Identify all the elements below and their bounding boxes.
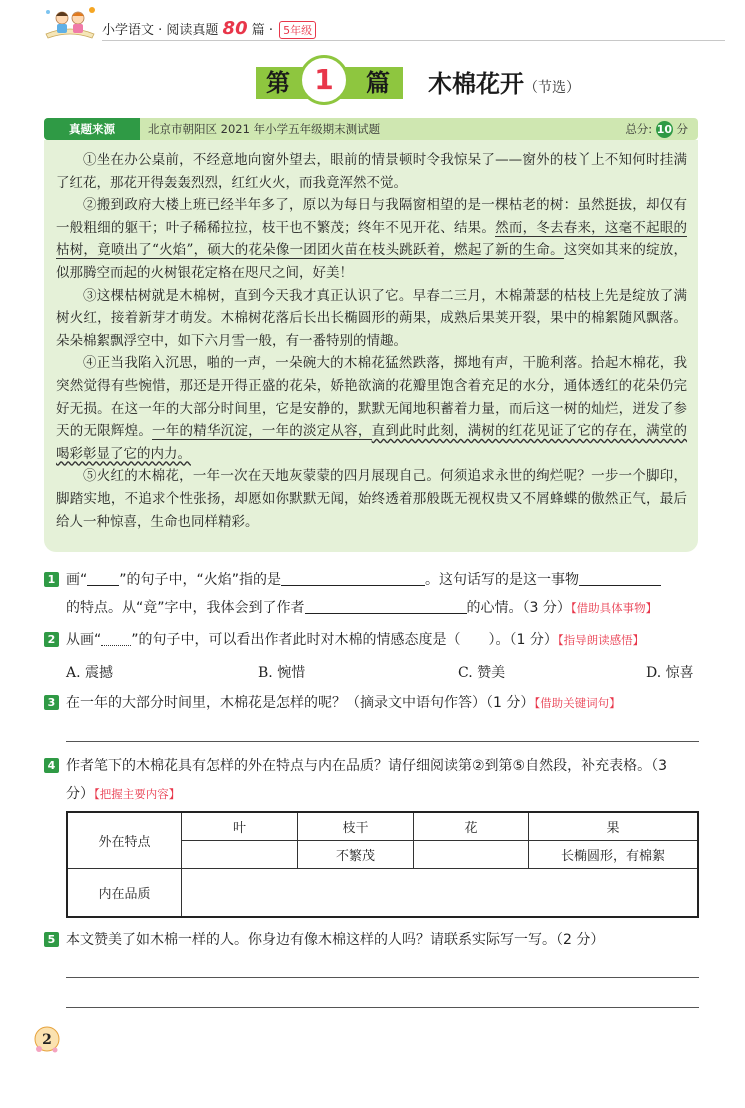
q1-text-e: 的心情。（3 分） bbox=[466, 600, 571, 616]
row-label-outer: 外在特点 bbox=[67, 812, 182, 868]
cell-fruit: 长椭圆形，有棉絮 bbox=[529, 840, 699, 868]
paragraph-2 bbox=[56, 194, 687, 284]
paragraph-4 bbox=[56, 352, 687, 465]
paragraph-2-text: ②搬到政府大楼上班已经半年多了，原以为每日与我隔窗相望的是一棵枯老的树：虽然挺拔，却仅有一般粗细的躯干；叶子稀稀拉拉，枝干也不繁茂；终年不见开花、结果。 bbox=[56, 197, 687, 236]
q5-answer-line-1[interactable] bbox=[66, 977, 699, 978]
header-fruit: 果 bbox=[529, 812, 699, 840]
q1-blank-3[interactable] bbox=[305, 598, 467, 614]
wavy-line-sample bbox=[101, 645, 131, 646]
score-label: 总分: bbox=[625, 122, 653, 136]
q4-text: 作者笔下的木棉花具有怎样的外在特点与内在品质？请仔细阅读第②到第⑤自然段，补充表格。（3 bbox=[66, 758, 668, 774]
paragraph-5: ⑤火红的木棉花，一年一次在天地灰蒙蒙的四月展现自己。何须追求永世的绚烂呢？一步一个脚印，脚踏实地，不追求个性张扬，却愿如你默默无闻，始终透着那般既无视权贵又不屑蜂蝶的傲然正气，最后给人一种惊喜，生命也同样精彩。 bbox=[56, 468, 687, 530]
score-unit: 分 bbox=[676, 122, 688, 136]
question-3 bbox=[44, 693, 621, 713]
question-1 bbox=[44, 570, 661, 590]
paragraph-1: ①坐在办公桌前，不经意地向窗外望去，眼前的情景顿时令我惊呆了——窗外的枝丫上不知何时挂满了红花，那花开得轰轰烈烈，红红火火，而我竟浑然不觉。 bbox=[56, 152, 687, 191]
underlined-phrase: 一年的精华沉淀，一年的淡定从容， bbox=[152, 423, 372, 440]
chapter-number: 1 bbox=[299, 55, 349, 105]
series-title bbox=[102, 18, 316, 39]
grade-badge: 5年级 bbox=[279, 21, 316, 39]
chapter-di: 第 bbox=[266, 69, 290, 97]
article-title-text: 木棉花开 bbox=[428, 70, 524, 98]
q2-text-b: ”的句子中，可以看出作者此时对木棉的情感态度是（ ）。（1 分） bbox=[131, 632, 558, 648]
feature-table bbox=[66, 811, 699, 918]
q4-hint: 【把握主要内容】 bbox=[94, 787, 181, 801]
page-number: 2 bbox=[42, 1032, 52, 1048]
q1-text-c: 。这句话写的是这一事物 bbox=[425, 572, 580, 588]
option-b[interactable]: B. 惋惜 bbox=[258, 665, 306, 681]
cell-trunk: 不繁茂 bbox=[298, 840, 414, 868]
series-count-unit: 篇 · bbox=[251, 23, 274, 38]
question-4-number: 4 bbox=[44, 758, 59, 773]
reading-passage bbox=[44, 140, 698, 552]
q3-answer-line[interactable] bbox=[66, 741, 699, 742]
header-trunk: 枝干 bbox=[298, 812, 414, 840]
q1-text-d: 的特点。从“竟”字中，我体会到了作者 bbox=[66, 600, 305, 616]
source-bar bbox=[44, 118, 698, 140]
question-5 bbox=[44, 930, 604, 950]
article-title-note: （节选） bbox=[524, 80, 580, 96]
paragraph-2-end: 这突如其来的绽放，似那腾空而起的火树银花定格在咫尺之间，好美！ bbox=[56, 242, 687, 281]
q3-text: 在一年的大部分时间里，木棉花是怎样的呢？（摘录文中语句作答）（1 分） bbox=[66, 695, 535, 711]
chapter-pian: 篇 bbox=[366, 69, 390, 97]
header-flower: 花 bbox=[414, 812, 529, 840]
cell-leaf[interactable] bbox=[182, 840, 298, 868]
paragraph-4-text: ④正当我陷入沉思，啪的一声，一朵碗大的木棉花猛然跌落，掷地有声，干脆利落。拾起木棉花，我突然觉得有些惋惜，那还是开得正盛的花朵，娇艳欲滴的花瓣里饱含着充足的水分，通体透红的花朵仍完好无损。在这一年的大部分时间里，它是安静的，默默无闻地积蓄着力量，而后这一树的灿烂，迸发了参天的无限辉煌。 bbox=[56, 355, 687, 440]
total-score bbox=[625, 118, 688, 140]
underlined-sentence: 然而，冬去春来，这毫不起眼的枯树，竟喷出了“火焰”，硕大的花朵像一团团火苗在枝头跳跃着，燃起了新的生命。 bbox=[56, 219, 688, 259]
header-leaf: 叶 bbox=[182, 812, 298, 840]
kids-reading-logo bbox=[42, 4, 98, 44]
q1-hint: 【借助具体事物】 bbox=[570, 601, 658, 615]
option-a[interactable]: A. 震撼 bbox=[66, 665, 114, 681]
q1-blank-1[interactable] bbox=[281, 570, 425, 586]
question-5-number: 5 bbox=[44, 932, 59, 947]
page-number-badge bbox=[33, 1025, 61, 1053]
q5-text: 本文赞美了如木棉一样的人。你身边有像木棉这样的人吗？请联系实际写一写。（2 分） bbox=[66, 932, 605, 948]
article-title bbox=[428, 64, 580, 99]
option-d[interactable]: D. 惊喜 bbox=[646, 665, 694, 681]
question-4 bbox=[44, 756, 667, 776]
q2-text-a: 从画“ bbox=[66, 632, 102, 648]
underline-sample bbox=[87, 570, 119, 586]
header-divider bbox=[102, 40, 725, 41]
question-3-number: 3 bbox=[44, 695, 59, 710]
question-2 bbox=[44, 630, 644, 650]
cell-quality[interactable] bbox=[182, 868, 699, 917]
question-2-number: 2 bbox=[44, 632, 59, 647]
table-quality-row bbox=[67, 868, 698, 917]
table-header-row bbox=[67, 812, 698, 840]
series-count: 80 bbox=[222, 18, 248, 39]
q2-hint: 【指导朗读感悟】 bbox=[557, 633, 645, 647]
source-text: 北京市朝阳区 2021 年小学五年级期末测试题 bbox=[148, 122, 381, 136]
question-1-line-2 bbox=[66, 598, 657, 618]
paragraph-3: ③这棵枯树就是木棉树，直到今天我才真正认识了它。早春二三月，木棉萧瑟的枯枝上先是绽放了满树火红，接着新芽才萌发。木棉树花落后长出长椭圆形的蒴果，成熟后果荚开裂，果中的棉絮随风飘落。朵朵棉絮飘浮空中，如下六月雪一般，有一番特别的情趣。 bbox=[56, 287, 687, 349]
score-value: 10 bbox=[656, 123, 672, 136]
question-1-number: 1 bbox=[44, 572, 59, 587]
option-c[interactable]: C. 赞美 bbox=[458, 665, 506, 681]
q5-answer-line-2[interactable] bbox=[66, 1007, 699, 1008]
cell-flower[interactable] bbox=[414, 840, 529, 868]
question-4-line-2 bbox=[66, 784, 180, 804]
q1-blank-2[interactable] bbox=[579, 570, 661, 586]
wavy-underlined-sentence: 直到此时此刻，满树的红花见证了它的存在，满堂的喝彩彰显了它的内力。 bbox=[56, 423, 688, 462]
q1-text-b: ”的句子中，“火焰”指的是 bbox=[119, 572, 282, 588]
series-name: 小学语文 · 阅读真题 bbox=[102, 23, 219, 38]
row-label-inner: 内在品质 bbox=[67, 868, 182, 917]
q3-hint: 【借助关键词句】 bbox=[534, 696, 621, 710]
source-tag: 真题来源 bbox=[44, 118, 140, 140]
q4-text-2: 分） bbox=[66, 786, 94, 802]
q1-text-a: 画“ bbox=[66, 572, 88, 588]
